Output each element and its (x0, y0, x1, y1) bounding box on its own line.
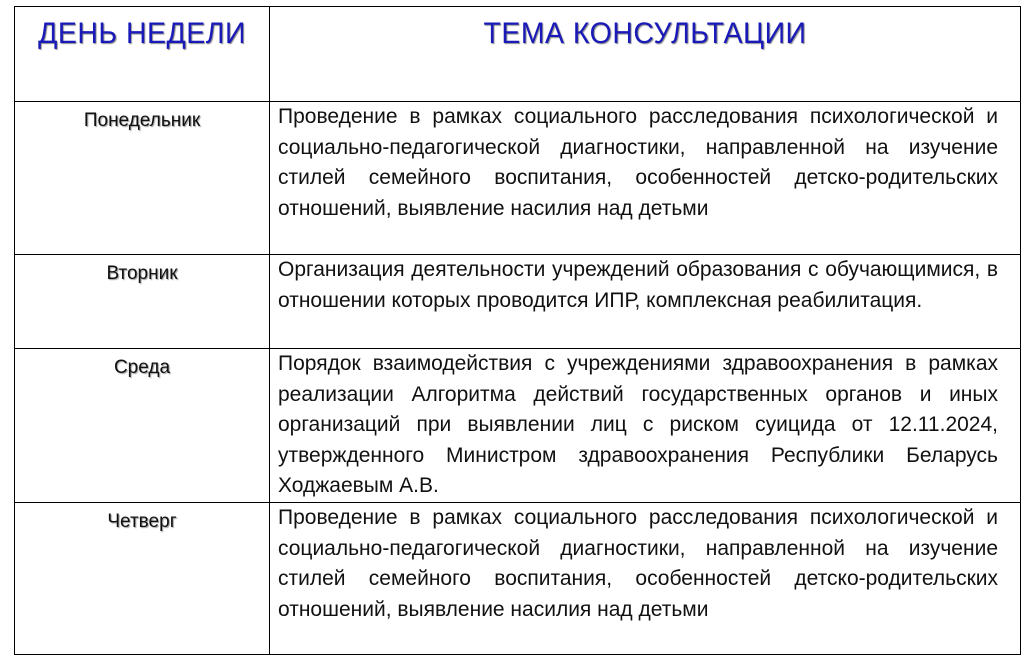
day-label: Понедельник (83, 110, 201, 131)
topic-text: Проведение в рамках социального расследования психологической и социально-педагогической диагностики, направленной на изучение стилей семейного воспитания, особенностей детско-родительских отношений, выявление насилия над детьми (278, 105, 998, 220)
topic-text: Проведение в рамках социального расследования психологической и социально-педагогической диагностики, направленной на изучение стилей семейного воспитания, особенностей детско-родительских отношений, выявление насилия над детьми (278, 506, 998, 621)
day-label: Среда (113, 357, 171, 378)
table-row (15, 503, 1021, 655)
topic-text: Организация деятельности учреждений образования с обучающимися, в отношении которых проводится ИПР, комплексная реабилитация. (278, 258, 998, 312)
header-cell-day (15, 7, 270, 102)
table-row (15, 255, 1021, 349)
day-label: Вторник (106, 263, 178, 284)
consultation-table (14, 6, 1021, 655)
topic-text: Порядок взаимодействия с учреждениями здравоохранения в рамках реализации Алгоритма действий государственных органов и иных организаций при выявлении лиц с риском суицида от 12.11.2024, утвержденного Министром здравоохранения Республики Беларусь Ходжаевым А.В. (278, 352, 998, 497)
day-cell (15, 349, 270, 503)
header-topic-label: ТЕМА КОНСУЛЬТАЦИИ (483, 17, 807, 50)
day-cell (15, 102, 270, 255)
day-label: Четверг (107, 511, 177, 532)
table-row (15, 102, 1021, 255)
day-cell (15, 255, 270, 349)
topic-cell (270, 503, 1021, 655)
consultation-schedule (14, 6, 1020, 662)
table-row (15, 349, 1021, 503)
header-cell-topic (270, 7, 1021, 102)
topic-cell (270, 349, 1021, 503)
table-header-row (15, 7, 1021, 102)
topic-cell (270, 255, 1021, 349)
day-cell (15, 503, 270, 655)
header-day-label: ДЕНЬ НЕДЕЛИ (38, 17, 246, 50)
topic-cell (270, 102, 1021, 255)
